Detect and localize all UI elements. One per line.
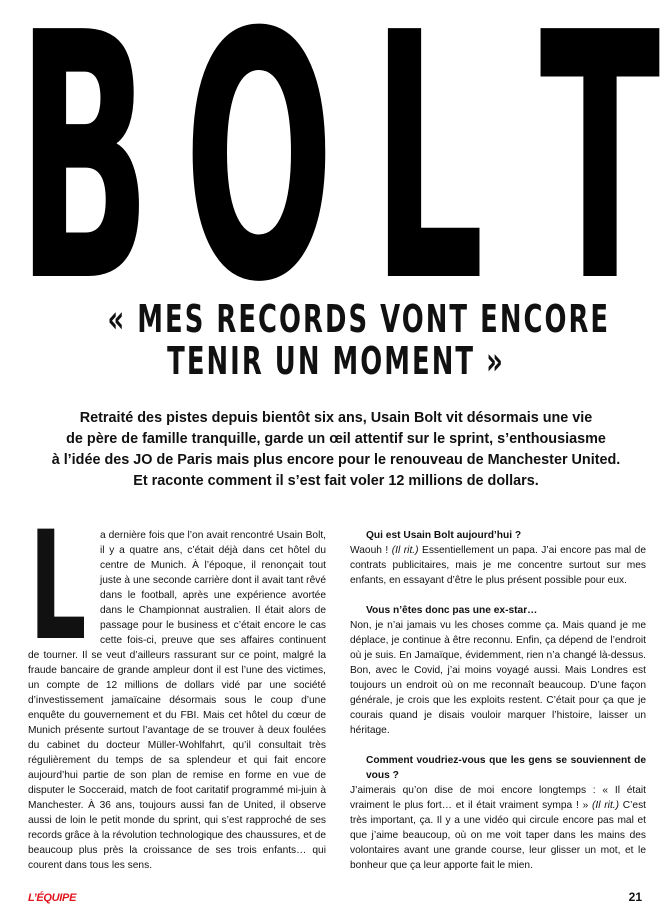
article-body-left: [28, 500, 326, 873]
intro-line-1: Retraité des pistes depuis bientôt six ans, Usain Bolt vit désormais une vie: [79, 410, 593, 426]
headline-svg: [0, 20, 672, 282]
dropcap-letter: L: [29, 500, 87, 674]
pull-quote: [0, 298, 672, 382]
pull-quote-line-1: « MES RECORDS VONT ENCORE: [107, 297, 611, 341]
answer-text: Non, je n’ai jamais vu les choses comme ça. Mais quand je me déplace, je continue à être reconnu. Enfin, ça dépend de l’endroit où je suis. En Jamaïque, évidemment, rien n’a changé là-dessus. Bon, avec le Covid, j’ai moins voyagé aussi. Mais Londres est toujours un endroit où on me reconnaît beaucoup. D’une façon générale, je crois que les exploits restent. C’était pour ça que je courais quand je disais vouloir marquer l’histoire, laisser un héritage.: [350, 620, 646, 736]
headline-letter-b: B: [16, 20, 152, 282]
intro-line-2: de père de famille tranquille, garde un œil attentif sur le sprint, s’enthousiasme: [66, 431, 606, 447]
answer-text: C’est très important, ça. Il y a une vidéo qui circule encore pas mal et que j’aime beaucoup, où on me voit taper dans les mains des volontaires avant une grande course, leur glisser un mot, et le bonheur que ça leur apporte fait le mien.: [350, 800, 646, 871]
intro-standfirst: [28, 408, 644, 492]
interview-item: [350, 603, 646, 738]
interview-item: [350, 528, 646, 588]
interview-answer: [350, 618, 646, 738]
interview-answer: [350, 783, 646, 873]
interview-question: Comment voudriez-vous que les gens se souviennent de vous ?: [366, 755, 646, 781]
article-text: a dernière fois que l’on avait rencontré Usain Bolt, il y a quatre ans, c’était déjà dans cet hôtel du centre de Munich. À l’époque, il renonçait tout juste à une seconde carrière dont il avait tant rêvé dans le football, après une expérience avortée dans le Championnat australien. Il était alors de passage pour le business et c’était encore le cas cette fois-ci, preuve que ses affaires continuent de tourner. Il se veut d’ailleurs rassurant sur ce point, malgré la fraude bancaire de grande ampleur dont il est l’une des victimes, un compte de 12 millions de dollars vidé par une société d’investissement jamaïcaine désormais sous le coup d’une enquête du gouvernement et du FBI. Mais cet hôtel du cœur de Munich présente surtout l’avantage de se trouver à deux foulées du cabinet du docteur Müller-Wohlfahrt, qu’il consultait très régulièrement du temps de sa splendeur et qui fait encore aujourd’hui partie de son plan de remise en forme en vue de disputer le Socceraid, match de foot caritatif programmé mi-juin à Manchester. À 36 ans, toujours aussi fan de United, il observe aussi de loin le petit monde du sprint, qui s’est rapproché de ses records grâce à la révolution technologique des chaussures, et de beaucoup plus près la croissance de ses trois enfants… qui courent dans tous les sens.: [28, 530, 326, 871]
pull-quote-line-2: TENIR UN MOMENT »: [167, 339, 505, 383]
answer-prefix: J’aimerais qu’on dise de moi encore longtemps : « Il était vraiment le plus fort… et il était vraiment sympa ! »: [350, 785, 646, 811]
answer-prefix: Waouh !: [350, 545, 392, 556]
interview-question: Vous n’êtes donc pas une ex-star…: [366, 605, 538, 616]
interview-column: [350, 528, 646, 888]
headline: [0, 20, 672, 282]
dropcap: [28, 500, 88, 674]
answer-note: (Il rit.): [592, 800, 619, 811]
intro-line-4: Et raconte comment il s’est fait voler 12 millions de dollars.: [133, 473, 539, 489]
page-number: 21: [628, 890, 642, 904]
interview-item: [350, 753, 646, 873]
lequipe-logo: L’ÉQUIPE: [28, 892, 77, 904]
interview-answer: [350, 543, 646, 588]
headline-letter-l: L: [371, 20, 485, 282]
intro-line-3: à l’idée des JO de Paris mais plus encore pour le renouveau de Manchester United.: [51, 452, 621, 468]
headline-letter-t: T: [539, 20, 661, 282]
answer-note: (Il rit.): [391, 545, 419, 556]
headline-letter-o: O: [183, 20, 335, 282]
answer-text: Essentiellement un papa. J’ai encore pas mal de contrats publicitaires, mais je me concentre surtout sur mes enfants, en essayant d’être le plus présent possible pour eux.: [350, 545, 646, 586]
interview-question: Qui est Usain Bolt aujourd’hui ?: [366, 530, 522, 541]
